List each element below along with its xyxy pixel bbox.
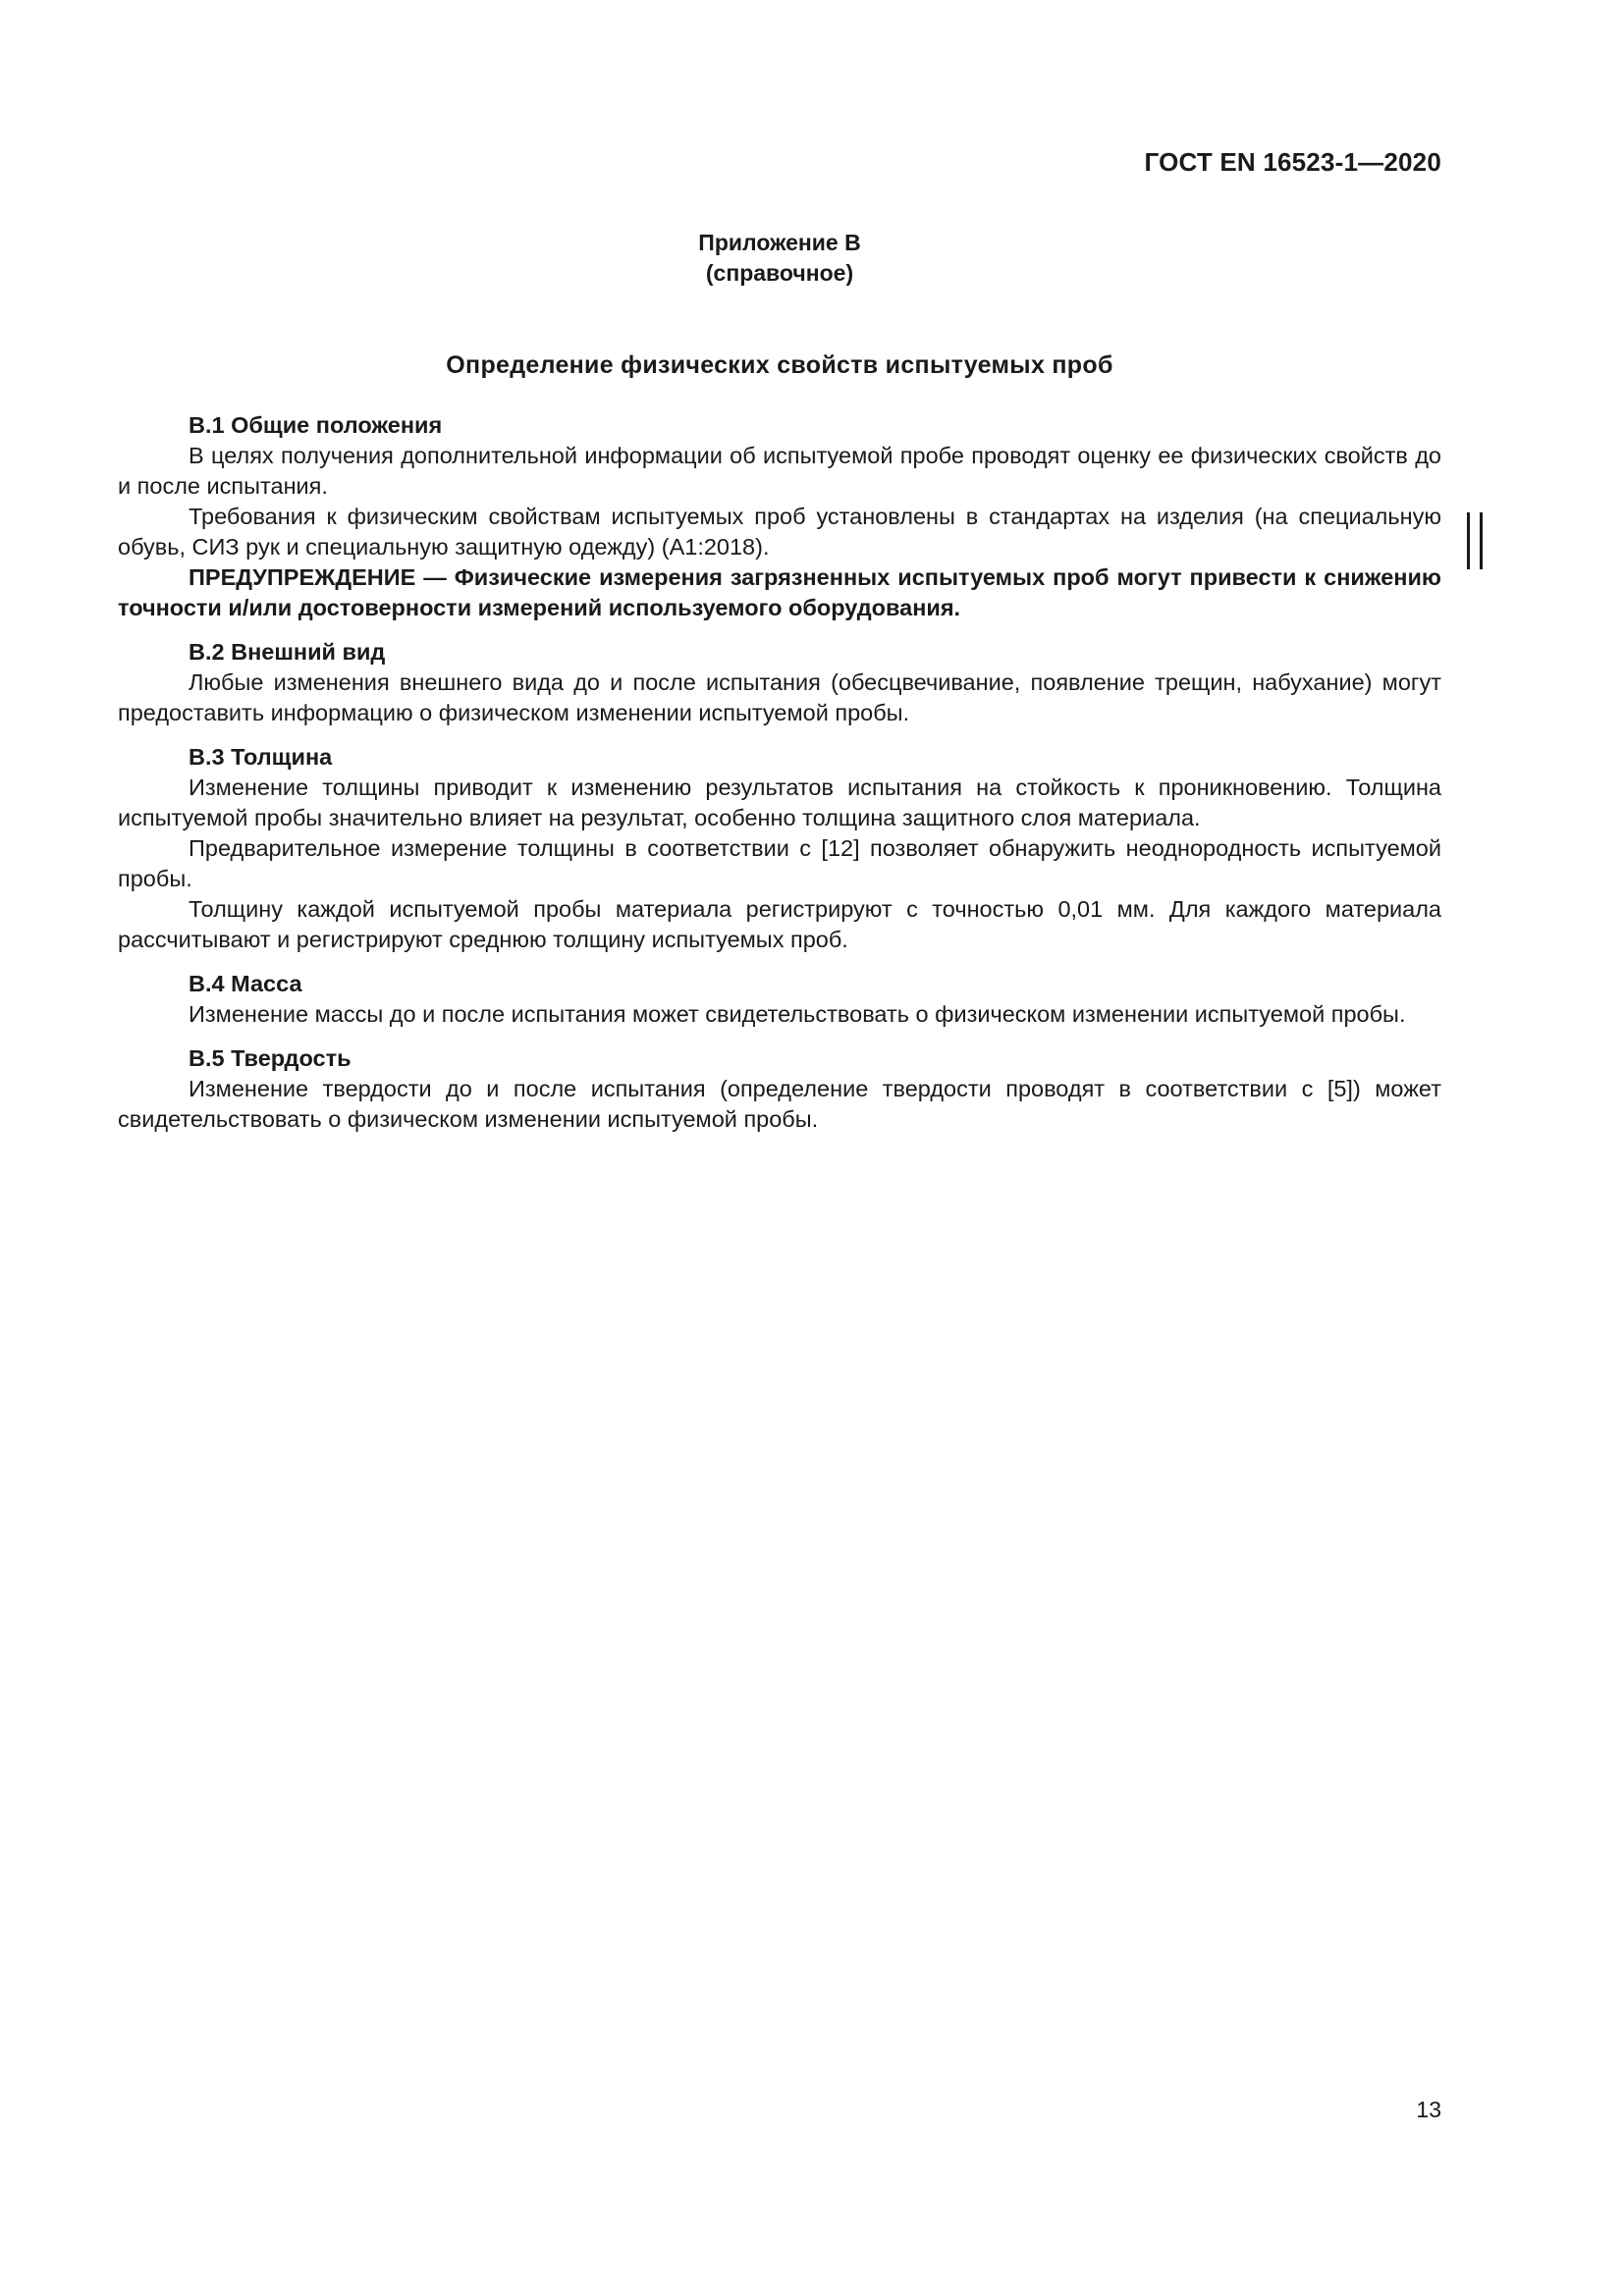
paragraph: Толщину каждой испытуемой пробы материала регистрируют с точностью 0,01 мм. Для каждого материала рассчитывают и регистрируют среднюю толщину испытуемых проб.: [118, 896, 1441, 952]
section-b1: [118, 410, 1441, 623]
paragraph: Изменение твердости до и после испытания (определение твердости проводят в соответствии с [5]) может свидетельствовать о физическом изменении испытуемой пробы.: [118, 1076, 1441, 1132]
paragraph: Изменение толщины приводит к изменению результатов испытания на стойкость к проникновению. Толщина испытуемой пробы значительно влияет на результат, особенно толщина защитного слоя материала.: [118, 774, 1441, 830]
section-heading: В.1 Общие положения: [189, 412, 443, 438]
paragraph: Изменение массы до и после испытания может свидетельствовать о физическом изменении испытуемой пробы.: [189, 1001, 1406, 1027]
section-heading: В.2 Внешний вид: [189, 639, 386, 665]
section-heading: В.4 Масса: [189, 971, 302, 996]
annex-label: Приложение В: [698, 230, 861, 255]
document-code: ГОСТ EN 16523-1—2020: [1144, 147, 1441, 177]
paragraph: Любые изменения внешнего вида до и после испытания (обесцвечивание, появление трещин, набухание) могут предоставить информацию о физическом изменении испытуемой пробы.: [118, 669, 1441, 725]
annex-body: [118, 410, 1441, 1135]
paragraph: Требования к физическим свойствам испытуемых проб установлены в стандартах на изделия (на специальную обувь, СИЗ рук и специальную защитную одежду) (А1:2018).: [118, 504, 1441, 560]
paragraph: Предварительное измерение толщины в соответствии с [12] позволяет обнаружить неоднородность испытуемой пробы.: [118, 835, 1441, 891]
page-number: 13: [1416, 2097, 1441, 2122]
section-b4: [118, 969, 1441, 1030]
section-heading: В.5 Твердость: [189, 1045, 352, 1071]
annex-status: (справочное): [705, 260, 854, 286]
annex-header: [0, 228, 1559, 289]
paragraph: В целях получения дополнительной информации об испытуемой пробе проводят оценку ее физических свойств до и после испытания.: [118, 443, 1441, 499]
section-heading: В.3 Толщина: [189, 744, 333, 770]
section-b5: [118, 1043, 1441, 1135]
warning-paragraph: ПРЕДУПРЕЖДЕНИЕ — Физические измерения загрязненных испытуемых проб могут привести к снижению точности и/или достоверности измерений используемого оборудования.: [118, 564, 1441, 620]
section-b2: [118, 637, 1441, 728]
change-bar-mark: [1467, 512, 1470, 569]
change-bar-mark: [1480, 512, 1483, 569]
annex-title: Определение физических свойств испытуемых проб: [446, 351, 1113, 379]
section-b3: [118, 742, 1441, 955]
